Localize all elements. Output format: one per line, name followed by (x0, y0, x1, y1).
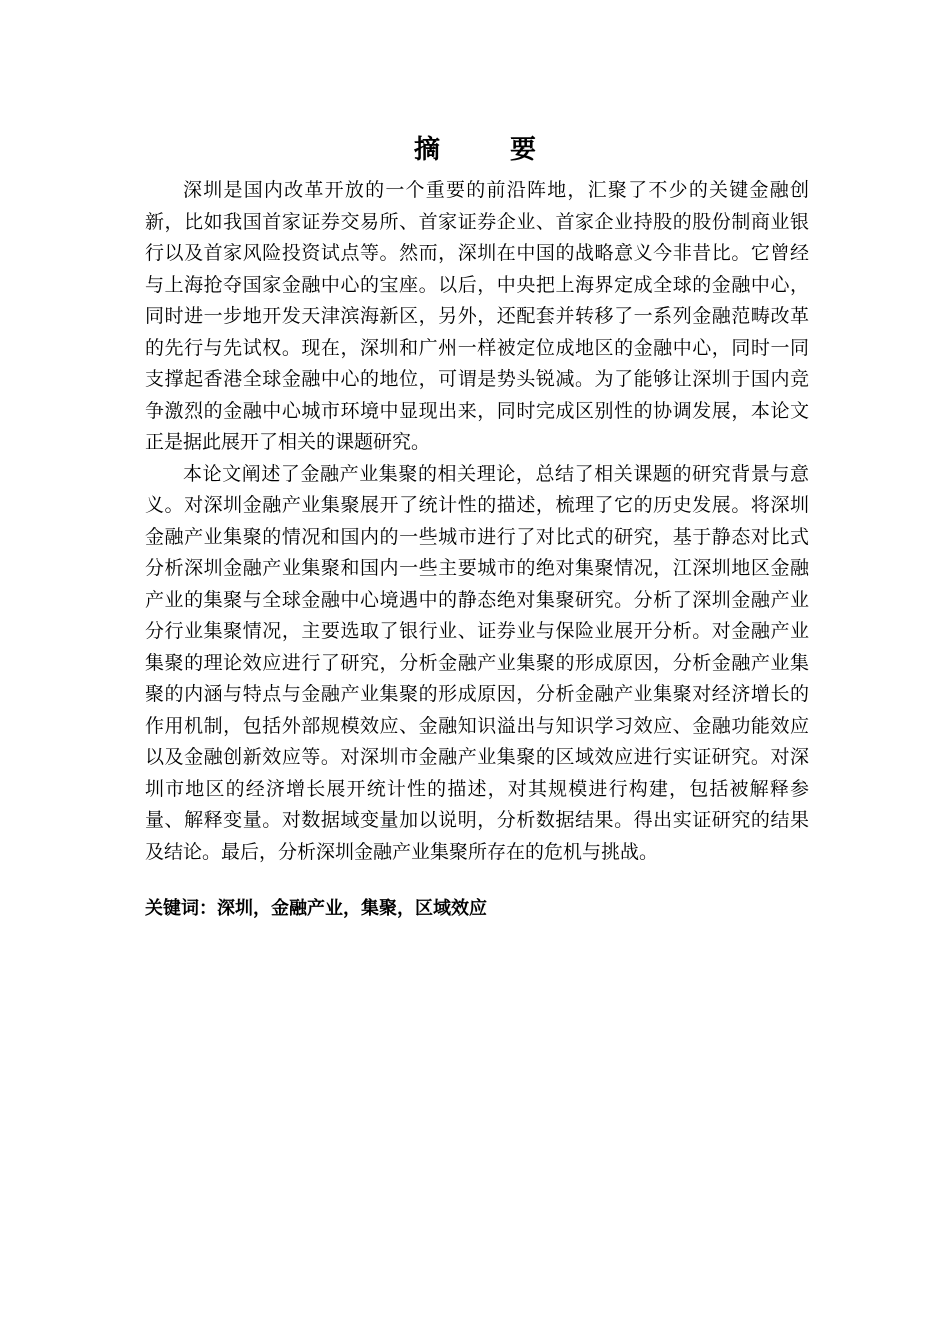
abstract-body (145, 175, 809, 868)
abstract-paragraph-1: 深圳是国内改革开放的一个重要的前沿阵地，汇聚了不少的关键金融创新，比如我国首家证券交易所、首家证券企业、首家企业持股的股份制商业银行以及首家风险投资试点等。然而，深圳在中国的战略意义今非昔比。它曾经与上海抢夺国家金融中心的宝座。以后，中央把上海界定成全球的金融中心，同时进一步地开发天津滨海新区，另外，还配套并转移了一系列金融范畴改革的先行与先试权。现在，深圳和广州一样被定位成地区的金融中心，同时一同支撑起香港全球金融中心的地位，可谓是势头锐减。为了能够让深圳于国内竞争激烈的金融中心城市环境中显现出来，同时完成区别性的协调发展，本论文正是据此展开了相关的课题研究。 (145, 179, 809, 453)
abstract-title: 摘 要 (413, 135, 558, 165)
abstract-paragraph-2: 本论文阐述了金融产业集聚的相关理论，总结了相关课题的研究背景与意义。对深圳金融产业集聚展开了统计性的描述，梳理了它的历史发展。将深圳金融产业集聚的情况和国内的一些城市进行了对比式的研究，基于静态对比式分析深圳金融产业集聚和国内一些主要城市的绝对集聚情况，江深圳地区金融产业的集聚与全球金融中心境遇中的静态绝对集聚研究。分析了深圳金融产业分行业集聚情况，主要选取了银行业、证券业与保险业展开分析。对金融产业集聚的理论效应进行了研究，分析金融产业集聚的形成原因，分析金融产业集聚的内涵与特点与金融产业集聚的形成原因，分析金融产业集聚对经济增长的作用机制，包括外部规模效应、金融知识溢出与知识学习效应、金融功能效应以及金融创新效应等。对深圳市金融产业集聚的区域效应进行实证研究。对深圳市地区的经济增长展开统计性的描述，对其规模进行构建，包括被解释参量、解释变量。对数据域变量加以说明，分析数据结果。得出实证研究的结果及结论。最后，分析深圳金融产业集聚所存在的危机与挑战。 (145, 462, 809, 863)
keywords-line: 关键词：深圳，金融产业，集聚，区域效应 (145, 898, 487, 919)
